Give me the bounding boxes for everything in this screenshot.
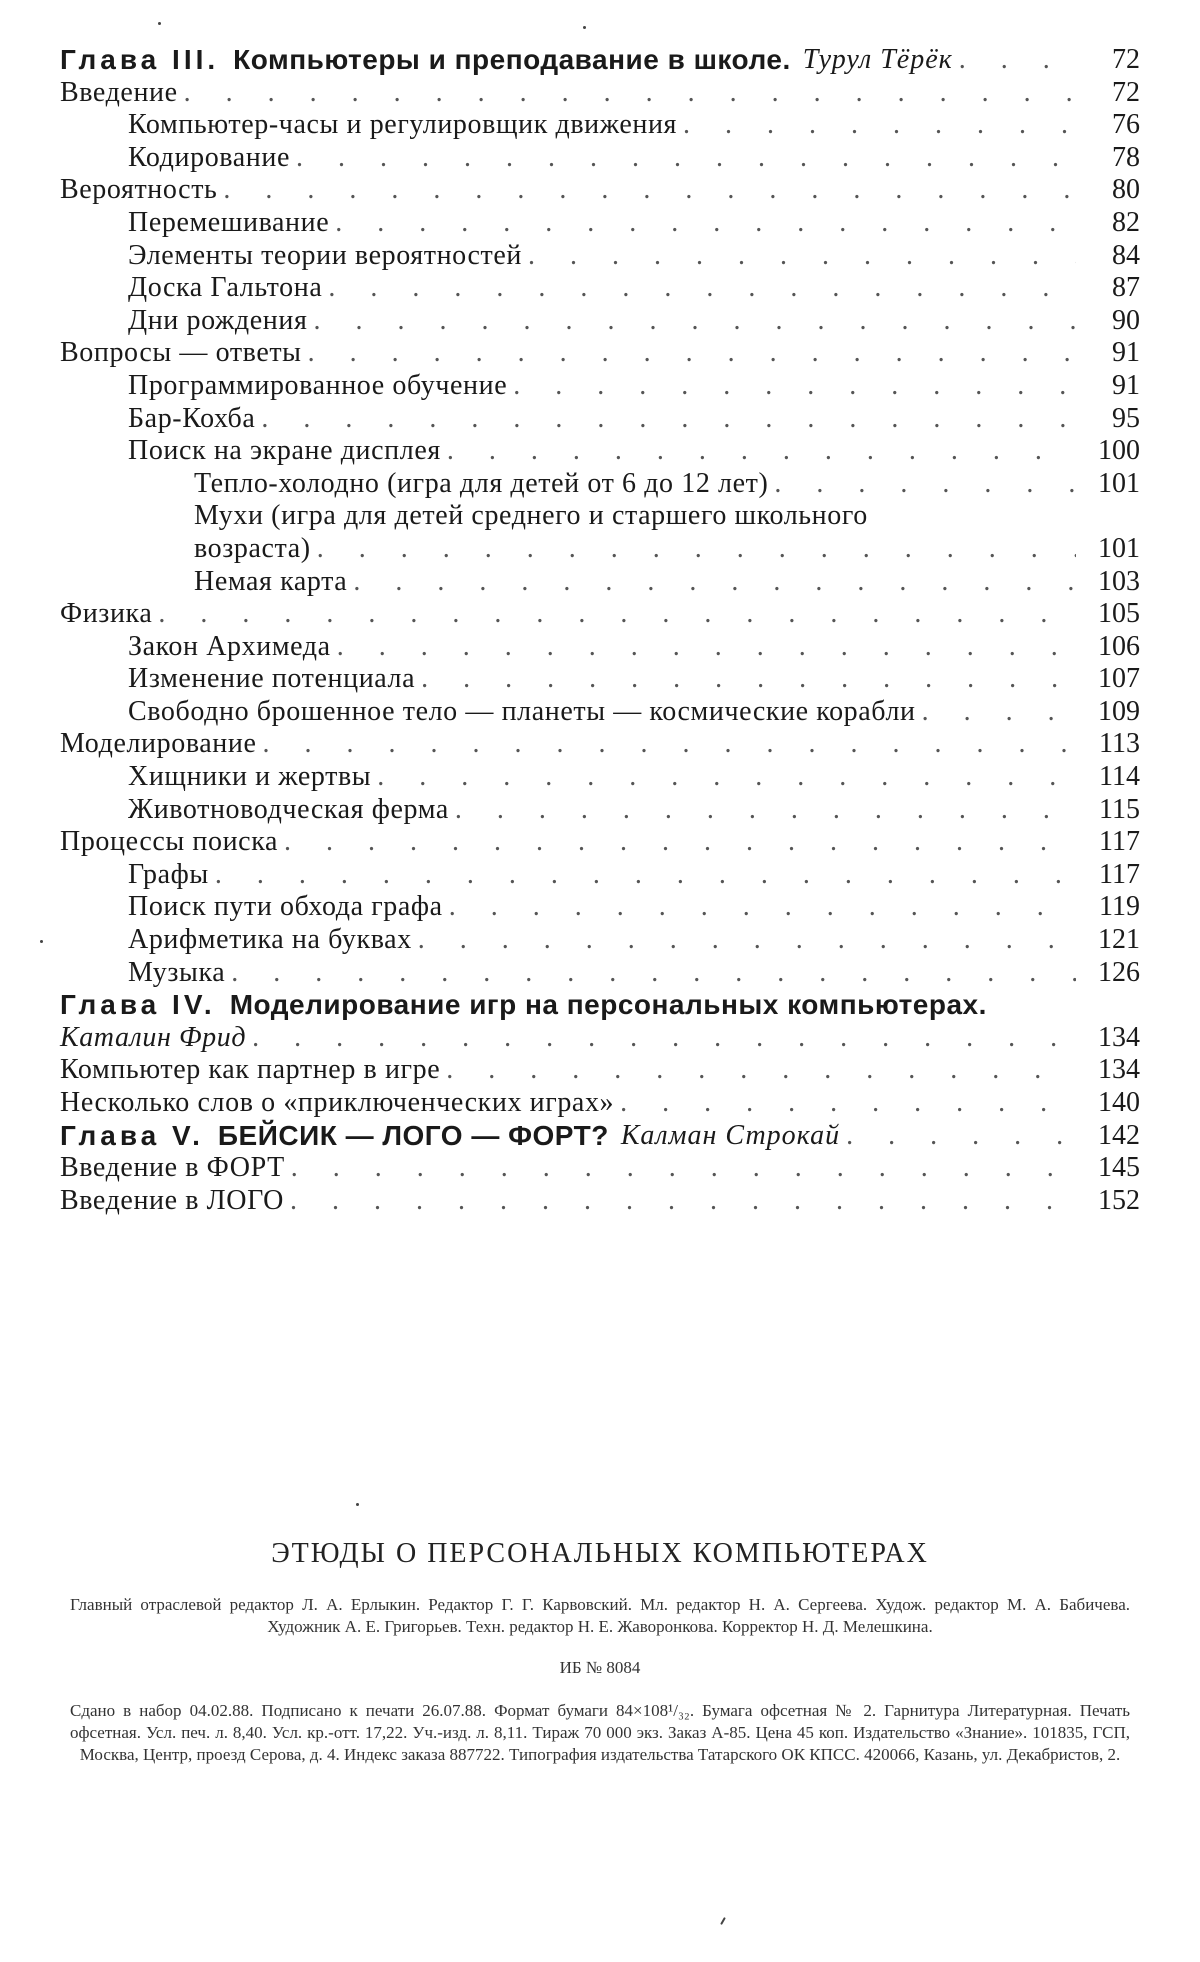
toc-page-number: 95 xyxy=(1112,402,1140,434)
toc-page-number: 103 xyxy=(1098,565,1140,597)
toc-entry-title: Физика xyxy=(60,598,153,630)
toc-entry xyxy=(60,370,1140,403)
toc-page-number: 78 xyxy=(1112,141,1140,173)
toc-entry xyxy=(60,500,1140,533)
dot-leader xyxy=(290,1185,1076,1218)
toc-page-number: 101 xyxy=(1098,467,1140,499)
toc-page-number: 76 xyxy=(1112,109,1140,141)
speck-mark xyxy=(720,1917,726,1925)
dot-leader xyxy=(263,728,1077,761)
toc-entry-title: Вопросы — ответы xyxy=(60,337,302,369)
toc-entry-title: Бар-Кохба xyxy=(128,402,256,434)
toc-entry-title: Хищники и жертвы xyxy=(128,761,372,793)
toc-page-number: 107 xyxy=(1098,663,1140,695)
toc-page-number: 142 xyxy=(1098,1119,1140,1151)
dot-leader xyxy=(308,337,1076,370)
toc-page-number: 91 xyxy=(1112,369,1140,401)
dot-leader xyxy=(513,370,1076,403)
speck-mark xyxy=(158,22,161,25)
toc-entry xyxy=(60,1087,1140,1120)
dot-leader xyxy=(296,142,1076,175)
toc-entry xyxy=(60,77,1140,110)
toc-entry xyxy=(60,533,1140,566)
publishing-imprint: Сдано в набор 04.02.88. Подписано к печати 26.07.88. Формат бумаги 84×108¹/₃₂. Бумага офсетная № 2. Гарнитура Литературная. Печать офсетная. Усл. печ. л. 8,40. Усл. кр.-отт. 17,22. Уч.-изд. л. 8,11. Тираж 70 000 экз. Заказ А-85. Цена 45 коп. Издательство «Знание». 101835, ГСП, Москва, Центр, проезд Серова, д. 4. Индекс заказа 887722. Типография издательства Татарского ОК КПСС. 420066, Казань, ул. Декабристов, 2. xyxy=(70,1701,1130,1764)
dot-leader xyxy=(959,44,1076,77)
toc-page-number: 90 xyxy=(1112,304,1140,336)
toc-page-number: 113 xyxy=(1099,728,1140,760)
chapter-author: Калман Строкай xyxy=(620,1119,841,1151)
toc-entry xyxy=(60,566,1140,599)
toc-entry xyxy=(60,272,1140,305)
dot-leader xyxy=(922,696,1076,729)
toc-entry xyxy=(60,305,1140,338)
toc-entry-title: Моделирование xyxy=(60,728,257,760)
toc-entry-title: Поиск пути обхода графа xyxy=(128,891,443,923)
toc-entry-title: Свободно брошенное тело — планеты — космические корабли xyxy=(128,695,916,727)
dot-leader xyxy=(337,631,1076,664)
dot-leader xyxy=(231,957,1076,990)
toc-entry-title: Музыка xyxy=(128,956,226,988)
dot-leader xyxy=(291,1152,1076,1185)
toc-entry-title: Тепло-холодно (игра для детей от 6 до 12 лет) xyxy=(194,467,769,499)
speck-mark xyxy=(583,26,586,29)
chapter-title: Компьютеры и преподавание в школе. xyxy=(233,44,791,75)
toc-page-number: 84 xyxy=(1112,239,1140,271)
dot-leader xyxy=(353,566,1076,599)
toc-entry xyxy=(60,957,1140,990)
toc-entry xyxy=(60,1152,1140,1185)
toc-page-number: 117 xyxy=(1099,826,1140,858)
dot-leader xyxy=(528,240,1076,273)
toc-entry-title: возраста) xyxy=(194,532,311,564)
toc-page-number: 105 xyxy=(1098,598,1140,630)
toc-entry xyxy=(60,891,1140,924)
toc-entry-title: Введение xyxy=(60,76,178,108)
dot-leader xyxy=(846,1120,1076,1153)
toc-entry-title: Закон Архимеда xyxy=(128,630,331,662)
toc-page-number: 140 xyxy=(1098,1087,1140,1118)
toc-entry xyxy=(60,728,1140,761)
toc-entry xyxy=(60,1054,1140,1087)
toc-page-number: 82 xyxy=(1112,206,1140,238)
toc-page-number: 80 xyxy=(1112,174,1140,206)
toc-entry xyxy=(60,924,1140,957)
dot-leader xyxy=(328,272,1076,305)
toc-entry-title: Элементы теории вероятностей xyxy=(128,239,522,271)
toc-entry xyxy=(60,435,1140,468)
dot-leader xyxy=(421,663,1076,696)
chapter-label: Глава III. xyxy=(60,44,220,75)
toc-entry xyxy=(60,598,1140,631)
toc-entry-title: Введение в ФОРТ xyxy=(60,1152,285,1184)
dot-leader xyxy=(774,468,1076,501)
chapter-label: Глава V. xyxy=(60,1119,204,1151)
toc-entry xyxy=(60,631,1140,664)
toc-entry xyxy=(60,761,1140,794)
toc-page-number: 134 xyxy=(1098,1021,1140,1053)
ib-number: ИБ № 8084 xyxy=(559,1658,641,1677)
dot-leader xyxy=(284,826,1076,859)
toc-page-number: 114 xyxy=(1099,761,1140,793)
toc-entry-title: Поиск на экране дисплея xyxy=(128,435,441,467)
toc-page-number: 91 xyxy=(1112,337,1140,369)
dot-leader xyxy=(446,1054,1076,1087)
toc-entry-title: Несколько слов о «приключенческих играх» xyxy=(60,1087,615,1118)
toc-page-number: 72 xyxy=(1112,76,1140,108)
book-title: ЭТЮДЫ О ПЕРСОНАЛЬНЫХ КОМПЬЮТЕРАХ xyxy=(271,1538,929,1569)
table-of-contents xyxy=(60,44,1140,1217)
toc-entry xyxy=(60,1185,1140,1218)
toc-entry-title: Немая карта xyxy=(194,565,348,597)
chapter-title: Моделирование игр на персональных компьютерах. xyxy=(229,989,987,1021)
toc-page-number: 115 xyxy=(1099,793,1140,825)
toc-entry-title: Изменение потенциала xyxy=(128,663,416,695)
toc-page-number: 117 xyxy=(1099,858,1140,890)
toc-page-number: 100 xyxy=(1098,435,1140,467)
toc-page-number: 126 xyxy=(1098,956,1140,988)
toc-page-number: 145 xyxy=(1098,1152,1140,1184)
dot-leader xyxy=(313,305,1076,338)
dot-leader xyxy=(223,174,1076,207)
toc-entry xyxy=(60,174,1140,207)
toc-author-line xyxy=(60,1022,1140,1055)
toc-entry-title: Кодирование xyxy=(128,141,290,173)
toc-entry xyxy=(60,826,1140,859)
dot-leader xyxy=(252,1022,1076,1055)
speck-mark xyxy=(356,1503,359,1506)
chapter-author: Турул Тёрёк xyxy=(802,44,953,75)
toc-entry xyxy=(60,403,1140,436)
dot-leader xyxy=(158,598,1076,631)
toc-entry xyxy=(60,109,1140,142)
chapter-title: БЕЙСИК — ЛОГО — ФОРТ? xyxy=(217,1119,609,1151)
toc-entry-title: Каталин Фрид xyxy=(60,1021,247,1053)
toc-page-number: 152 xyxy=(1098,1184,1140,1216)
chapter-label: Глава IV. xyxy=(60,989,216,1021)
dot-leader xyxy=(683,109,1076,142)
dot-leader xyxy=(215,859,1076,892)
dot-leader xyxy=(377,761,1076,794)
toc-page-number: 72 xyxy=(1112,44,1140,75)
toc-entry-title: Дни рождения xyxy=(128,304,308,336)
toc-entry xyxy=(60,794,1140,827)
dot-leader xyxy=(418,924,1076,957)
toc-entry-title: Мухи (игра для детей среднего и старшего школьного xyxy=(194,500,868,532)
toc-entry-title: Графы xyxy=(128,858,209,890)
toc-entry xyxy=(60,859,1140,892)
toc-entry-title: Введение в ЛОГО xyxy=(60,1184,285,1216)
toc-entry xyxy=(60,240,1140,273)
toc-chapter-heading xyxy=(60,989,1140,1022)
toc-entry-title: Арифметика на буквах xyxy=(128,924,412,956)
toc-entry xyxy=(60,207,1140,240)
toc-page-number: 101 xyxy=(1098,532,1140,564)
toc-entry-title: Компьютер как партнер в игре xyxy=(60,1054,441,1086)
dot-leader xyxy=(335,207,1076,240)
toc-page-number: 121 xyxy=(1098,924,1140,956)
toc-entry-title: Процессы поиска xyxy=(60,826,279,858)
toc-entry xyxy=(60,337,1140,370)
dot-leader xyxy=(449,891,1076,924)
toc-page-number: 134 xyxy=(1098,1054,1140,1086)
speck-mark xyxy=(40,940,43,943)
toc-page-number: 106 xyxy=(1098,630,1140,662)
toc-chapter-heading xyxy=(60,44,1140,77)
editorial-credits: Главный отраслевой редактор Л. А. Ерлыкин. Редактор Г. Г. Карвовский. Мл. редактор Н. А. Сергеева. Худож. редактор М. А. Бабичева. Художник А. Е. Григорьев. Техн. редактор Н. Е. Жаворонкова. Корректор Н. Д. Мелешкина. xyxy=(70,1595,1130,1636)
toc-entry xyxy=(60,142,1140,175)
dot-leader xyxy=(184,77,1076,110)
toc-entry-title: Доска Гальтона xyxy=(128,272,323,304)
toc-entry xyxy=(60,696,1140,729)
toc-chapter-heading xyxy=(60,1120,1140,1153)
colophon xyxy=(60,1538,1140,1766)
toc-entry-title: Перемешивание xyxy=(128,206,330,238)
toc-entry-title: Животноводческая ферма xyxy=(128,793,449,825)
toc-entry-title: Программированное обучение xyxy=(128,369,508,401)
toc-page-number: 119 xyxy=(1099,891,1140,923)
toc-entry-title: Вероятность xyxy=(60,174,218,206)
dot-leader xyxy=(447,435,1076,468)
toc-page-number: 87 xyxy=(1112,272,1140,304)
toc-entry-title: Компьютер-часы и регулировщик движения xyxy=(128,109,678,141)
dot-leader xyxy=(317,533,1076,566)
dot-leader xyxy=(620,1087,1076,1120)
toc-page-number: 109 xyxy=(1098,695,1140,727)
toc-entry xyxy=(60,663,1140,696)
dot-leader xyxy=(261,403,1076,436)
toc-entry xyxy=(60,468,1140,501)
dot-leader xyxy=(455,794,1076,827)
